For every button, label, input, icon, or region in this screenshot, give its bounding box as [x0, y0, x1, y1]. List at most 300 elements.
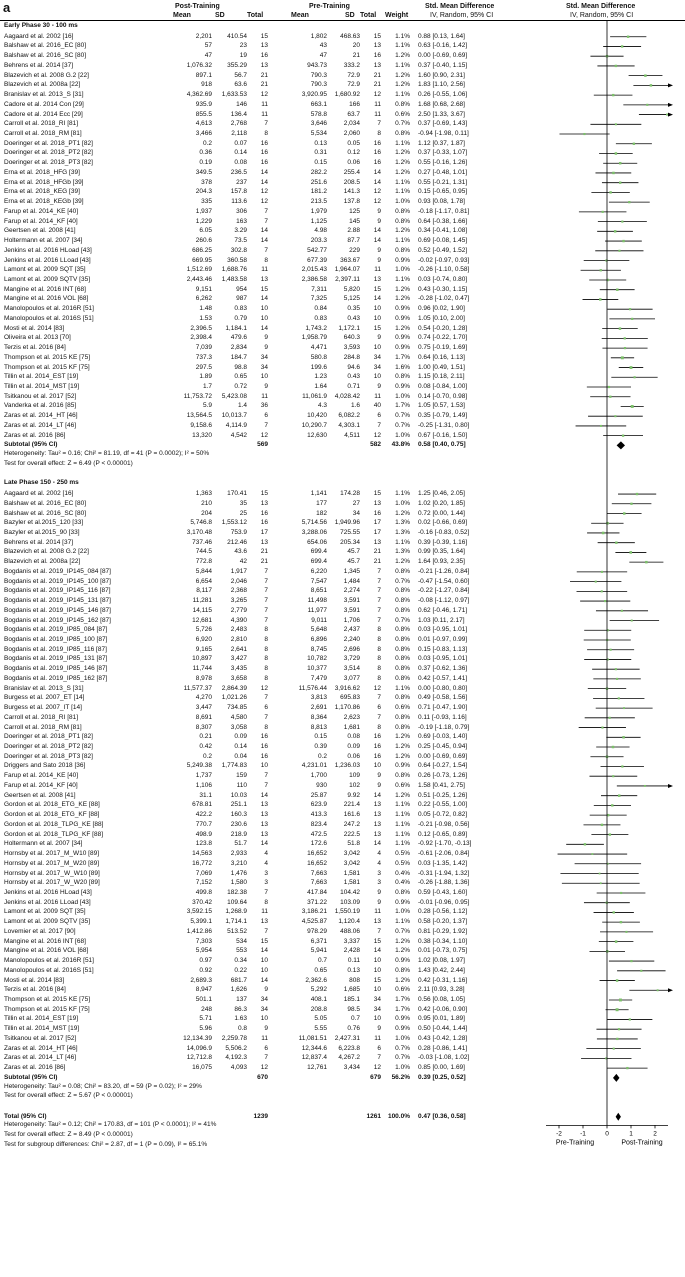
- post-sd: 1,580: [230, 879, 247, 887]
- post-sd: 0.14: [234, 149, 247, 157]
- pre-total: 10: [373, 314, 381, 322]
- post-mean: 123.8: [195, 840, 212, 848]
- study-name: Blazevich et al. 2008 G.2 [22]: [4, 71, 89, 79]
- study-name: Farup et al. 2014_KF [40]: [4, 217, 78, 225]
- pre-total: 14: [373, 237, 381, 245]
- study-row: [0, 761, 685, 771]
- study-name: Farup et al. 2014_KE [40]: [4, 772, 79, 780]
- post-total: 34: [260, 996, 268, 1003]
- pre-mean: 0.65: [314, 966, 327, 974]
- pre-total: 21: [373, 81, 381, 89]
- weight: 1.1%: [395, 811, 410, 819]
- post-total: 11: [261, 392, 268, 400]
- pre-mean: 0.15: [314, 733, 327, 741]
- pre-total: 13: [373, 830, 381, 838]
- smd-ci: 0.26 [-0.73, 1.26]: [418, 772, 468, 780]
- study-name: Behrens et al. 2014 [37]: [4, 61, 74, 69]
- pre-sd: 2,428: [343, 947, 360, 955]
- post-sd: 302.8: [230, 246, 247, 254]
- pre-sd: 205.34: [340, 538, 360, 546]
- weight: 1.1%: [395, 684, 410, 692]
- pre-mean: 930: [316, 781, 327, 789]
- study-row: [0, 372, 685, 382]
- smd-ci: -0.18 [-1.17, 0.81]: [418, 207, 470, 215]
- weight: 1.2%: [395, 791, 410, 799]
- post-sd: 4,580: [230, 713, 247, 721]
- post-sd: 236.5: [230, 168, 247, 176]
- pre-mean: 0.7: [317, 957, 327, 965]
- pre-total: 13: [373, 61, 381, 69]
- x-tick-label: 2: [653, 1130, 657, 1138]
- overall-effect-text: Test for overall effect: Z = 6.49 (P < 0.00001): [4, 459, 133, 467]
- pre-total: 13: [373, 538, 381, 546]
- post-total: 569: [257, 441, 268, 449]
- study-row: [0, 363, 685, 373]
- pre-sd: 2,274: [343, 587, 360, 595]
- overall-effect-text: Test for overall effect: Z = 5.67 (P < 0.00001): [4, 1092, 133, 1100]
- pre-mean: 0.83: [314, 314, 327, 322]
- weight: 56.2%: [391, 1073, 410, 1081]
- pre-total: 8: [377, 665, 381, 673]
- pre-sd: 0.35: [347, 305, 360, 313]
- plot-header: Std. Mean Difference: [566, 3, 636, 10]
- pre-total: 14: [373, 178, 381, 186]
- pre-mean: 11,061.9: [302, 392, 327, 400]
- smd-ci: 0.37 [-0.33, 1.07]: [418, 149, 468, 157]
- smd-ci: 0.42 [-0.57, 1.41]: [418, 674, 468, 682]
- post-total: 21: [260, 71, 268, 79]
- study-row: [0, 499, 685, 509]
- weight: 0.8%: [395, 597, 410, 605]
- study-row: [0, 333, 685, 343]
- study-name: Gordon et al. 2018_TLPG_KF [88]: [4, 830, 104, 838]
- study-row: [0, 713, 685, 723]
- study-row: [0, 732, 685, 742]
- smd-ci: -0.61 [-2.06, 0.84]: [418, 850, 470, 858]
- pre-total: 4: [377, 850, 381, 858]
- study-name: Lamont et al. 2009 SQT [35]: [4, 266, 86, 274]
- smd-ci: 0.03 [-0.95, 1.01]: [418, 626, 468, 634]
- smd-ci: 2.11 [0.93, 3.28]: [418, 986, 465, 994]
- post-total: 16: [260, 139, 268, 147]
- smd-ci: 1.05 [0.57, 1.53]: [418, 402, 465, 410]
- post-sd: 43.6: [234, 548, 247, 556]
- study-name: Thompson et al. 2015 KE [75]: [4, 996, 90, 1003]
- pre-total: 15: [373, 976, 381, 984]
- pre-mean: 542.77: [307, 246, 327, 254]
- total-row: [0, 1112, 685, 1122]
- pre-sd: 3,591: [343, 606, 360, 614]
- post-sd: 2,259.78: [221, 1034, 247, 1042]
- study-row: [0, 606, 685, 616]
- pre-total: 16: [373, 743, 381, 751]
- pre-total: 14: [373, 295, 381, 303]
- study-name: Bogdanis et al. 2019_IP145_100 [87]: [4, 577, 111, 585]
- study-row: [0, 859, 685, 869]
- pre-sd: 1,581: [343, 879, 360, 887]
- post-sd: 109.64: [227, 898, 247, 906]
- pre-total: 9: [377, 898, 381, 906]
- post-total: 7: [264, 597, 268, 605]
- heterogeneity-text: Heterogeneity: Tau² = 0.08; Chi² = 83.20, df = 59 (P = 0.02); I² = 29%: [4, 1082, 202, 1090]
- post-total: 11: [261, 266, 268, 274]
- smd-ci: 0.43 [-0.30, 1.15]: [418, 285, 468, 293]
- study-row: [0, 518, 685, 528]
- smd-ci: 0.27 [-0.48, 1.01]: [418, 168, 468, 176]
- post-sd: 25: [239, 509, 247, 517]
- post-total: 15: [260, 32, 268, 40]
- pre-total: 16: [373, 752, 381, 760]
- weight: 0.8%: [395, 130, 410, 138]
- post-total: 16: [260, 733, 268, 741]
- post-total: 13: [260, 42, 268, 50]
- smd-ci: 2.50 [1.33, 3.67]: [418, 110, 465, 118]
- weight: 0.8%: [395, 246, 410, 254]
- pre-mean: 580.8: [310, 353, 327, 361]
- pre-total: 17: [373, 519, 381, 527]
- pre-mean: 177: [316, 499, 327, 507]
- study-name: Jenkins et al. 2016 HLoad [43]: [4, 888, 92, 896]
- smd-ci: 0.64 [-0.27, 1.54]: [418, 762, 468, 770]
- post-total: 8: [264, 256, 268, 264]
- post-mean: 5,249.38: [186, 762, 212, 770]
- post-sd: 306: [236, 207, 247, 215]
- pre-mean: 0.13: [314, 139, 327, 147]
- pre-total: 14: [373, 840, 381, 848]
- pre-sd: 695.83: [340, 694, 360, 702]
- pre-sd: 6,082.2: [338, 412, 360, 420]
- weight: 1.0%: [395, 266, 410, 274]
- smd-ci: 0.52 [-0.49, 1.52]: [418, 246, 468, 254]
- weight: 0.8%: [395, 713, 410, 721]
- pre-total: 13: [373, 42, 381, 50]
- pre-mean: 623.9: [310, 801, 327, 809]
- post-mean: 737.46: [192, 538, 212, 546]
- weight: 0.8%: [395, 587, 410, 595]
- pre-mean: 823.4: [310, 820, 327, 828]
- post-sd: 2,483: [230, 626, 247, 634]
- post-sd: 1,688.76: [221, 266, 247, 274]
- pre-mean: 8,813: [310, 723, 327, 731]
- weight: 0.9%: [395, 898, 410, 906]
- post-mean: 13,320: [192, 431, 212, 439]
- pre-mean: 408.1: [310, 996, 327, 1003]
- weight: 1.3%: [395, 548, 410, 556]
- study-row: [0, 431, 685, 441]
- post-mean: 1.53: [199, 314, 212, 322]
- study-row: [0, 256, 685, 266]
- post-total: 1239: [253, 1112, 268, 1120]
- post-mean: 0.92: [199, 966, 212, 974]
- smd-ci: -0.22 [-1.27, 0.84]: [418, 587, 470, 595]
- smd-ci: 0.03 [-0.74, 0.80]: [418, 275, 468, 283]
- post-mean: 1,106: [195, 781, 212, 789]
- weight: 1.0%: [395, 392, 410, 400]
- post-sd: 2,779: [230, 606, 247, 614]
- pre-total: 7: [377, 694, 381, 702]
- post-mean: 47: [204, 52, 212, 60]
- post-total: 34: [260, 363, 268, 371]
- pre-total: 8: [377, 723, 381, 731]
- pre-total: 8: [377, 645, 381, 653]
- post-total: 14: [260, 237, 268, 245]
- pre-total: 12: [373, 431, 381, 439]
- pre-total: 8: [377, 655, 381, 663]
- pre-sd: 0.12: [347, 149, 360, 157]
- study-name: Mangine et al. 2016 INT [68]: [4, 285, 86, 293]
- smd-ci: 1.05 [0.10, 2.00]: [418, 314, 465, 322]
- weight: 0.9%: [395, 383, 410, 390]
- smd-ci: -0.21 [-1.26, 0.84]: [418, 567, 470, 575]
- weight: 1.2%: [395, 285, 410, 293]
- smd-ci: 1.64 [0.93, 2.35]: [418, 558, 465, 566]
- pre-mean: 790.3: [310, 81, 327, 89]
- pre-mean: 5,941: [310, 947, 327, 955]
- pre-mean: 0.15: [314, 159, 327, 167]
- post-mean: 5.71: [199, 1015, 212, 1023]
- post-total: 15: [260, 490, 268, 498]
- post-mean: 14,563: [192, 850, 212, 858]
- pre-total: 34: [373, 363, 381, 371]
- post-mean: 204: [201, 509, 212, 517]
- study-name: Jenkins et al. 2016 HLoad [43]: [4, 246, 92, 254]
- pre-sd: 284.8: [343, 353, 360, 361]
- pre-total: 11: [374, 266, 381, 274]
- pre-sd: 3,729: [343, 655, 360, 663]
- study-name: Tillin et al. 2014_EST [19]: [4, 1015, 79, 1023]
- smd-ci: -0.08 [-1.12, 0.97]: [418, 597, 470, 605]
- post-mean: 335: [201, 198, 212, 206]
- study-row: [0, 849, 685, 859]
- subgroup-title: Early Phase 30 - 100 ms: [4, 22, 78, 29]
- weight: 1.2%: [395, 71, 410, 79]
- weight: 1.2%: [395, 168, 410, 176]
- study-row: [0, 197, 685, 207]
- pre-total: 12: [373, 1064, 381, 1072]
- weight: 0.9%: [395, 314, 410, 322]
- post-sd: 0.8: [237, 1025, 247, 1033]
- pre-sd: 102: [349, 781, 360, 789]
- pre-sd: 174.28: [340, 490, 360, 498]
- post-mean: 5,844: [195, 567, 212, 575]
- post-total: 15: [260, 285, 268, 293]
- post-mean: 3,447: [195, 704, 212, 712]
- pre-mean: 4.3: [317, 402, 327, 410]
- pre-sd: 1,120.4: [338, 918, 360, 926]
- post-mean: 498.9: [195, 830, 212, 838]
- pre-sd: 185.1: [343, 996, 360, 1003]
- weight: 0.9%: [395, 1015, 410, 1023]
- post-sd: 10.03: [230, 791, 247, 799]
- pre-mean: 8,651: [310, 587, 327, 595]
- post-mean: 3,466: [195, 130, 212, 138]
- pre-sd: 51.8: [347, 840, 360, 848]
- study-row: [0, 674, 685, 684]
- study-row: [0, 752, 685, 762]
- study-name: Bogdanis et al. 2019_IP145_084 [87]: [4, 567, 111, 575]
- pre-sd: 5,125: [343, 295, 360, 303]
- post-total: 10: [260, 957, 268, 965]
- post-mean: 4,270: [195, 694, 212, 702]
- pre-mean: 43: [319, 42, 327, 50]
- smd-ci: -0.03 [-1.08, 1.02]: [418, 1054, 470, 1062]
- pre-sd: 0.05: [347, 139, 360, 147]
- weight: 1.2%: [395, 149, 410, 157]
- smd-ci: 0.58 [-0.20, 1.37]: [418, 918, 468, 926]
- post-sd: 35: [239, 499, 247, 507]
- pre-total: 8: [377, 674, 381, 682]
- pre-total: 34: [373, 1005, 381, 1013]
- post-total: 7: [264, 781, 268, 789]
- post-total: 11: [261, 908, 268, 916]
- post-sd: 0.04: [234, 752, 247, 760]
- post-sd: 4,192.3: [225, 1054, 247, 1062]
- post-mean: 14,096.9: [186, 1044, 212, 1052]
- weight: 0.9%: [395, 305, 410, 313]
- pre-total: 9: [377, 334, 381, 342]
- study-row: [0, 567, 685, 577]
- study-name: Blazevich et al. 2008 G.2 [22]: [4, 548, 89, 556]
- smd-ci: 0.85 [0.00, 1.69]: [418, 1064, 465, 1072]
- weight: 1.7%: [395, 402, 410, 410]
- pre-mean: 11,576.44: [298, 684, 327, 692]
- post-sd: 2,933: [230, 850, 247, 858]
- post-sd: 513.52: [227, 927, 247, 935]
- smd-ci: -0.92 [-1.70, -0.13]: [418, 840, 472, 848]
- weight: 1.2%: [395, 227, 410, 235]
- post-total: 7: [264, 713, 268, 721]
- post-mean: 1.7: [202, 383, 212, 390]
- post-sd: 3.29: [234, 227, 247, 235]
- post-total: 7: [264, 567, 268, 575]
- x-tick-label: -2: [556, 1130, 562, 1138]
- smd-ci: 1.58 [0.41, 2.75]: [418, 781, 465, 789]
- pre-mean: 47: [319, 52, 327, 60]
- study-name: Mangine et al. 2016 VOL [68]: [4, 295, 89, 303]
- pre-total: 8: [377, 626, 381, 634]
- pre-sd: 247.2: [343, 820, 360, 828]
- pre-mean: 7,663: [310, 869, 327, 877]
- study-name: Hornsby et al. 2017_M_W10 [89]: [4, 850, 100, 858]
- pre-mean: 654.06: [307, 538, 327, 546]
- weight: 0.8%: [395, 665, 410, 673]
- post-total: 14: [260, 227, 268, 235]
- pre-mean: 677.39: [307, 256, 327, 264]
- study-row: [0, 937, 685, 947]
- pre-total: 3: [377, 879, 381, 887]
- weight: 1.3%: [395, 528, 410, 536]
- smd-ci: 0.71 [-0.47, 1.90]: [418, 704, 468, 712]
- pre-sd: 166: [349, 100, 360, 108]
- study-row: [0, 528, 685, 538]
- post-sd: 479.6: [230, 334, 247, 342]
- study-name: Branislav et al. 2013_S [31]: [4, 91, 84, 99]
- post-mean: 737.3: [195, 353, 212, 361]
- pre-sd: 1,170.86: [334, 704, 360, 712]
- pre-mean-header: Mean: [291, 12, 309, 19]
- study-row: [0, 781, 685, 791]
- weight: 0.8%: [395, 772, 410, 780]
- smd-ci: 0.55 [-0.16, 1.26]: [418, 159, 468, 167]
- pre-total: 9: [377, 781, 381, 789]
- weight: 0.8%: [395, 674, 410, 682]
- study-name: Subtotal (95% CI): [4, 1073, 58, 1081]
- study-row: [0, 907, 685, 917]
- pre-sd: 2,240: [343, 635, 360, 643]
- weight: 1.1%: [395, 178, 410, 186]
- smd-ci: 0.50 [-0.44, 1.44]: [418, 1025, 468, 1033]
- post-total: 16: [260, 752, 268, 760]
- post-mean: 5.96: [199, 1025, 212, 1033]
- study-name: Zaras et al. 2014_HT [46]: [4, 1044, 78, 1052]
- pre-total: 7: [377, 713, 381, 721]
- study-row: [0, 616, 685, 626]
- post-total: 16: [260, 743, 268, 751]
- post-sd: 1,626: [230, 986, 247, 994]
- weight: 0.6%: [395, 704, 410, 712]
- post-mean: 1,737: [195, 772, 212, 780]
- pre-total: 10: [373, 1015, 381, 1023]
- post-sd: 0.83: [234, 305, 247, 313]
- post-sd: 170.41: [227, 490, 247, 498]
- study-row: [0, 917, 685, 927]
- post-total: 8: [264, 674, 268, 682]
- pre-total: 15: [373, 937, 381, 945]
- study-name: Zaras et al. 2014_LT [46]: [4, 1054, 77, 1062]
- post-mean: 204.3: [195, 188, 212, 196]
- study-name: Bogdanis et al. 2019_IP85_162 [87]: [4, 674, 108, 682]
- study-name: Gordon et al. 2018_ETG_KF [88]: [4, 811, 100, 819]
- weight: 0.8%: [395, 207, 410, 215]
- post-total: 3: [264, 879, 268, 887]
- post-total: 14: [260, 295, 268, 303]
- post-sd: 2,118: [231, 130, 247, 138]
- pre-sd: 1,581: [343, 869, 360, 877]
- smd-ci: -0.47 [-1.54, 0.60]: [418, 577, 470, 585]
- weight: 1.7%: [395, 1005, 410, 1013]
- weight: 0.8%: [395, 217, 410, 225]
- weight: 1.2%: [395, 52, 410, 60]
- study-name: Zaras et al. 2016 [86]: [4, 431, 66, 439]
- post-total: 17: [260, 528, 268, 536]
- smd-ci: 0.63 [-0.16, 1.42]: [418, 42, 468, 50]
- post-sd: 73.5: [234, 237, 247, 245]
- smd-ci: 0.11 [-0.93, 1.16]: [418, 713, 467, 721]
- study-name: Erna et al. 2018_KEGb [39]: [4, 198, 84, 206]
- weight: 0.8%: [395, 626, 410, 634]
- weight: 1.1%: [395, 91, 410, 99]
- smd-ci: 0.15 [-0.83, 1.13]: [418, 645, 468, 653]
- pre-total: 14: [373, 227, 381, 235]
- pre-total: 7: [377, 567, 381, 575]
- post-mean: 11,281: [192, 597, 212, 605]
- pre-total: 16: [373, 159, 381, 167]
- post-sd: 2,810: [230, 635, 247, 643]
- smd-ci: 0.58 [0.40, 0.75]: [418, 441, 466, 449]
- post-total: 7: [264, 888, 268, 896]
- study-name: Hornsby et al. 2017_W_W10 [89]: [4, 869, 100, 877]
- weight: 0.8%: [395, 723, 410, 731]
- post-mean: 2,443.46: [186, 275, 212, 283]
- weight: 0.7%: [395, 577, 410, 585]
- post-sd: 4,093: [230, 1064, 247, 1072]
- post-sd: 5,506.2: [225, 1044, 247, 1052]
- post-mean: 1,076.32: [186, 61, 212, 69]
- study-row: [0, 723, 685, 733]
- study-row: [0, 129, 685, 139]
- pre-sd: 6,223.8: [338, 1044, 360, 1052]
- post-mean: 6,654: [195, 577, 212, 585]
